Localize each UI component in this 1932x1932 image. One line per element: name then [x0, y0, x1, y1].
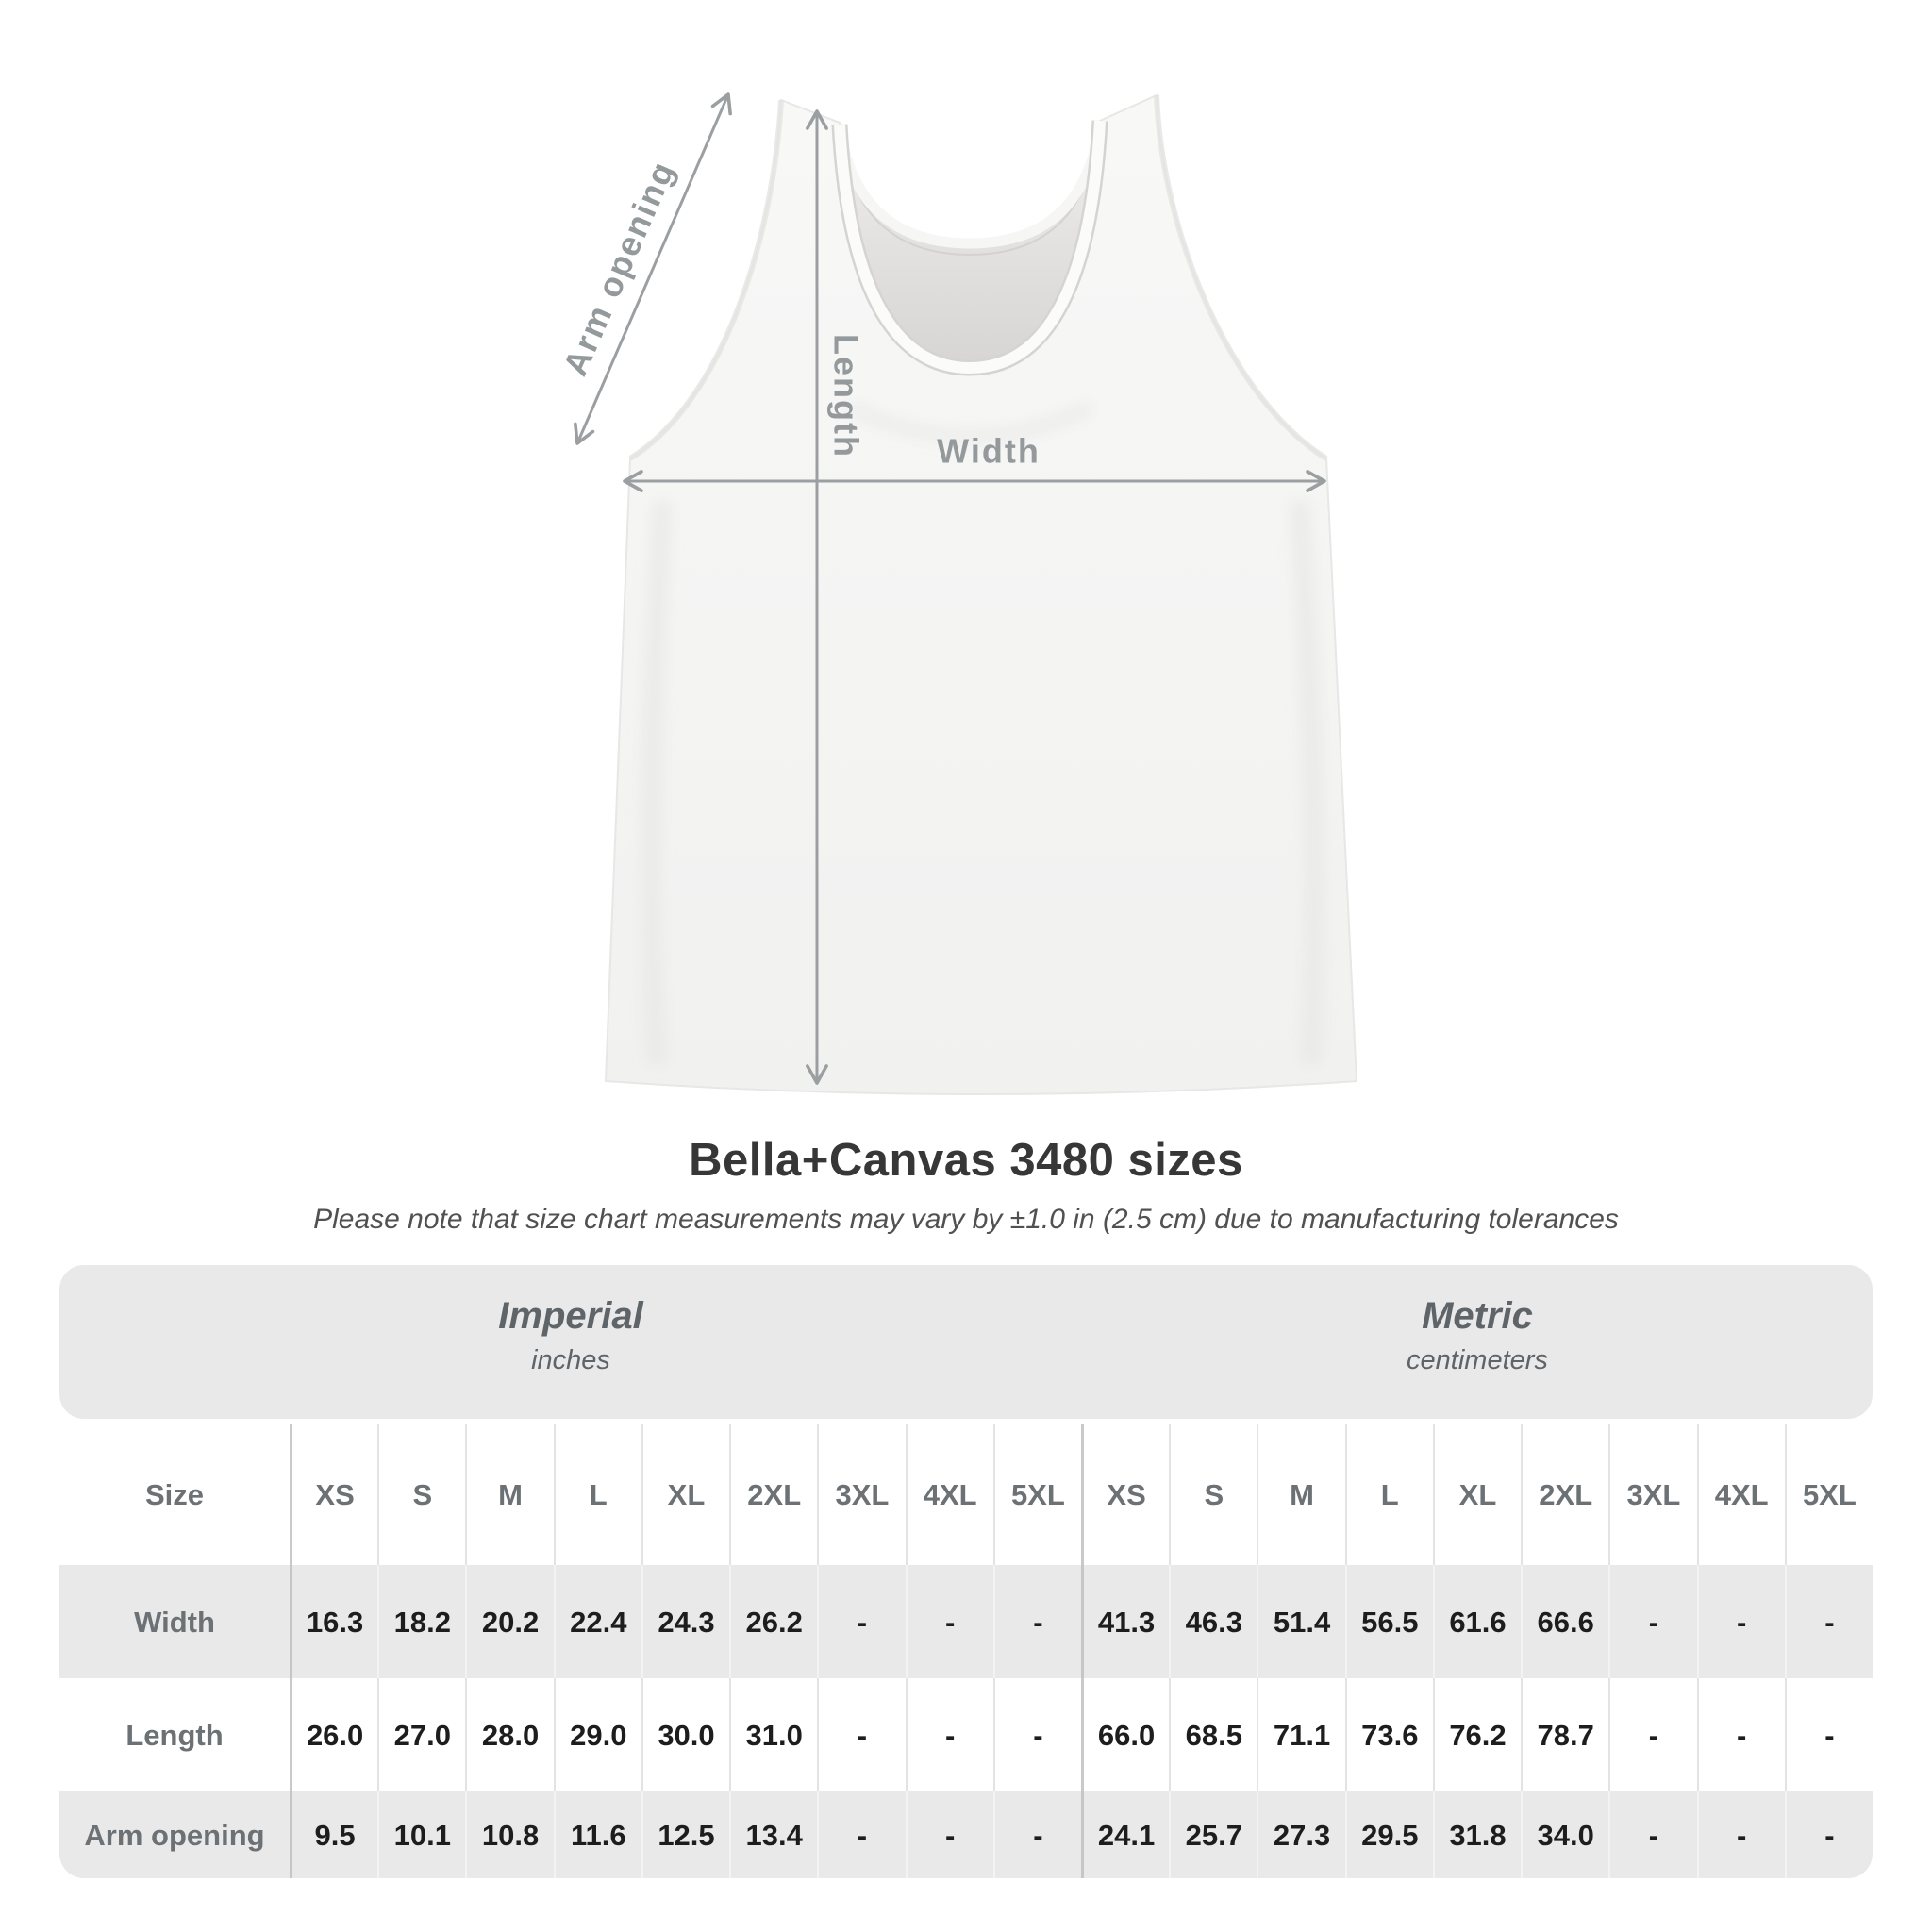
- metric-unit-label: centimeters: [1407, 1345, 1548, 1375]
- measurement-cell: -: [906, 1678, 993, 1791]
- column-header-imperial-m: M: [465, 1424, 553, 1565]
- row-label: Length: [125, 1718, 224, 1752]
- measurement-cell: 71.1: [1257, 1678, 1344, 1791]
- measurement-cell: -: [993, 1565, 1081, 1678]
- column-header-imperial-l: L: [554, 1424, 641, 1565]
- measurement-cell: 10.8: [465, 1791, 553, 1878]
- row-label: Width: [134, 1605, 215, 1639]
- arm-opening-label: Arm opening: [555, 154, 683, 382]
- column-header-size: Size: [144, 1477, 205, 1511]
- measurement-cell: -: [817, 1565, 905, 1678]
- column-header-imperial-s: S: [377, 1424, 465, 1565]
- column-header-imperial-xl: XL: [641, 1424, 729, 1565]
- column-header-metric-2xl: 2XL: [1521, 1424, 1608, 1565]
- column-header-metric-l: L: [1345, 1424, 1433, 1565]
- measurement-cell: 61.6: [1433, 1565, 1521, 1678]
- measurement-cell: 66.0: [1081, 1678, 1169, 1791]
- table-row: [59, 1791, 1873, 1878]
- measurement-cell: -: [993, 1678, 1081, 1791]
- column-header-metric-4xl: 4XL: [1697, 1424, 1785, 1565]
- measurement-cell: 24.1: [1081, 1791, 1169, 1878]
- measurement-cell: 31.0: [729, 1678, 817, 1791]
- column-header-metric-3xl: 3XL: [1608, 1424, 1696, 1565]
- measurement-cell: -: [817, 1791, 905, 1878]
- measurement-cell: 46.3: [1169, 1565, 1257, 1678]
- measurement-cell: 29.0: [554, 1678, 641, 1791]
- imperial-heading: Imperial: [498, 1295, 643, 1337]
- measurement-cell: 76.2: [1433, 1678, 1521, 1791]
- measurement-cell: -: [1608, 1678, 1696, 1791]
- unit-group-metric: [1082, 1265, 1873, 1419]
- measurement-cell: 24.3: [641, 1565, 729, 1678]
- measurement-cell: 20.2: [465, 1565, 553, 1678]
- size-grid: [59, 1424, 1873, 1878]
- table-row: [59, 1565, 1873, 1678]
- measurement-cell: 78.7: [1521, 1678, 1608, 1791]
- column-header-metric-5xl: 5XL: [1785, 1424, 1873, 1565]
- column-header-metric-m: M: [1257, 1424, 1344, 1565]
- imperial-unit-label: inches: [531, 1345, 610, 1375]
- measurement-cell: 30.0: [641, 1678, 729, 1791]
- measurement-cell: -: [1697, 1791, 1785, 1878]
- measurement-cell: 9.5: [290, 1791, 377, 1878]
- measurement-cell: 16.3: [290, 1565, 377, 1678]
- measurement-cell: 73.6: [1345, 1678, 1433, 1791]
- measurement-cell: 12.5: [641, 1791, 729, 1878]
- measurement-cell: -: [1785, 1678, 1873, 1791]
- measurement-cell: 25.7: [1169, 1791, 1257, 1878]
- length-label: Length: [826, 334, 866, 458]
- measurement-cell: 56.5: [1345, 1565, 1433, 1678]
- column-header-metric-s: S: [1169, 1424, 1257, 1565]
- column-header-imperial-3xl: 3XL: [817, 1424, 905, 1565]
- measurement-cell: 41.3: [1081, 1565, 1169, 1678]
- measurement-cell: 29.5: [1345, 1791, 1433, 1878]
- measurement-cell: -: [906, 1565, 993, 1678]
- measurement-cell: 28.0: [465, 1678, 553, 1791]
- measurement-cell: 27.0: [377, 1678, 465, 1791]
- measurement-cell: -: [1785, 1791, 1873, 1878]
- measurement-cell: 51.4: [1257, 1565, 1344, 1678]
- page-title: Bella+Canvas 3480 sizes: [689, 1135, 1243, 1186]
- measurement-cell: -: [1785, 1565, 1873, 1678]
- unit-band: [59, 1265, 1873, 1419]
- column-header-imperial-xs: XS: [290, 1424, 377, 1565]
- measurement-cell: 34.0: [1521, 1791, 1608, 1878]
- measurement-cell: 26.0: [290, 1678, 377, 1791]
- size-table: [59, 1265, 1873, 1878]
- measurement-cell: 31.8: [1433, 1791, 1521, 1878]
- measurement-cell: 66.6: [1521, 1565, 1608, 1678]
- measurement-cell: 26.2: [729, 1565, 817, 1678]
- tolerance-note: Please note that size chart measurements may vary by ±1.0 in (2.5 cm) due to manufacturing tolerances: [313, 1204, 1619, 1235]
- unit-group-imperial: [59, 1265, 1082, 1419]
- column-header-imperial-2xl: 2XL: [729, 1424, 817, 1565]
- measurement-cell: -: [1697, 1678, 1785, 1791]
- measurement-cell: -: [993, 1791, 1081, 1878]
- table-row: [59, 1678, 1873, 1791]
- measurement-cell: -: [1608, 1791, 1696, 1878]
- metric-heading: Metric: [1422, 1295, 1533, 1337]
- table-header-row: [59, 1424, 1873, 1565]
- measurement-cell: 11.6: [554, 1791, 641, 1878]
- measurement-cell: 68.5: [1169, 1678, 1257, 1791]
- measurement-cell: -: [817, 1678, 905, 1791]
- column-header-metric-xs: XS: [1081, 1424, 1169, 1565]
- measurement-cell: -: [906, 1791, 993, 1878]
- measurement-cell: -: [1608, 1565, 1696, 1678]
- width-label: Width: [937, 431, 1041, 471]
- column-header-metric-xl: XL: [1433, 1424, 1521, 1565]
- column-header-imperial-4xl: 4XL: [906, 1424, 993, 1565]
- measurement-cell: 13.4: [729, 1791, 817, 1878]
- measurement-cell: 10.1: [377, 1791, 465, 1878]
- measurement-cell: 18.2: [377, 1565, 465, 1678]
- measurement-cell: 22.4: [554, 1565, 641, 1678]
- measurement-cell: -: [1697, 1565, 1785, 1678]
- measurement-cell: 27.3: [1257, 1791, 1344, 1878]
- column-header-imperial-5xl: 5XL: [993, 1424, 1081, 1565]
- row-label: Arm opening: [84, 1818, 265, 1852]
